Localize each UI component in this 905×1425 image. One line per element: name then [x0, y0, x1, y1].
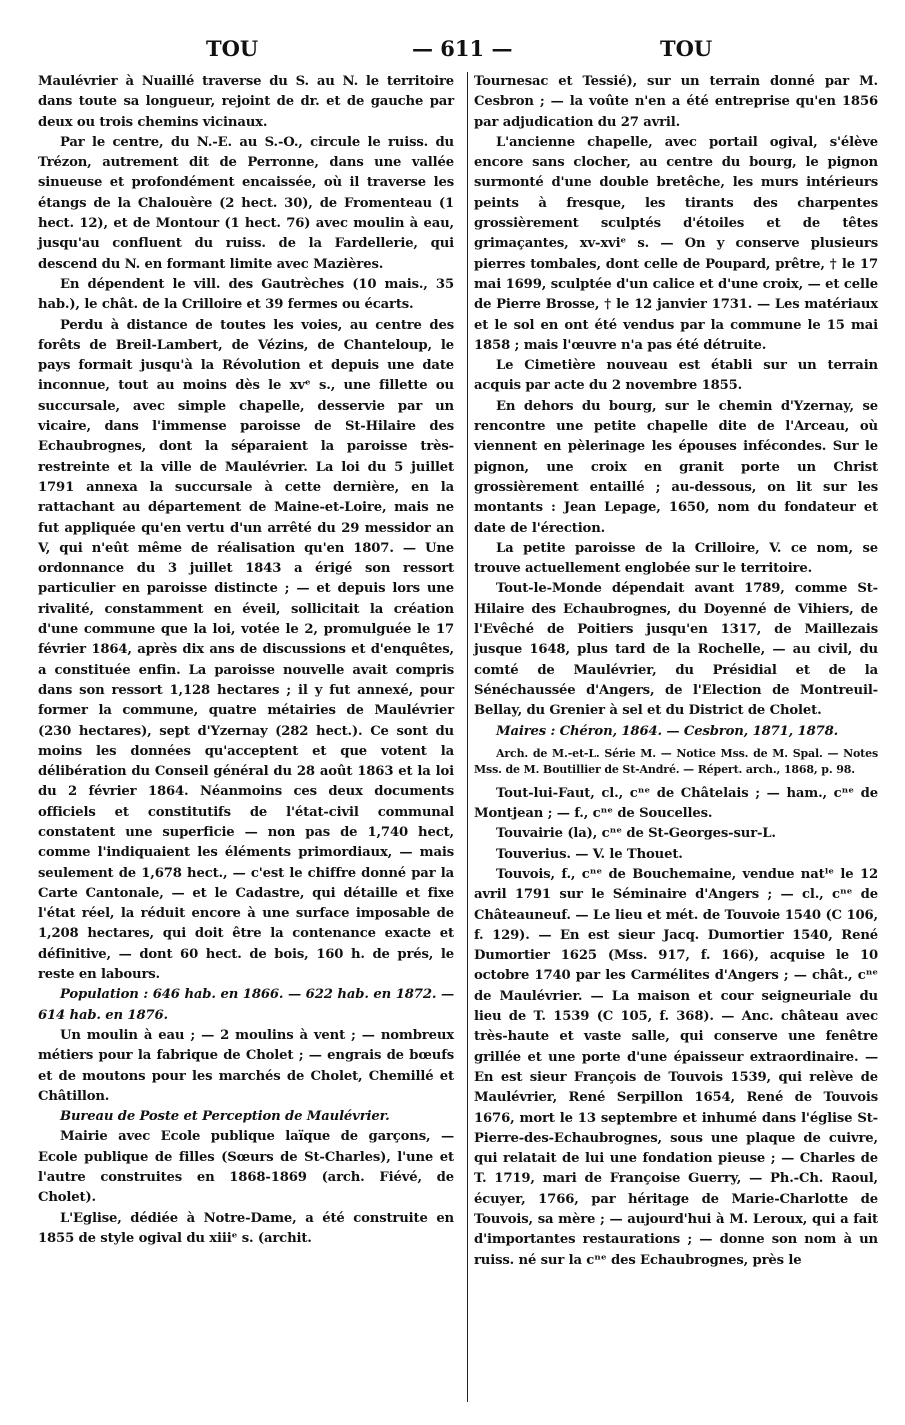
paragraph: L'ancienne chapelle, avec portail ogival, s'élève encore sans clocher, au centre du bourg, le pignon surmonté d'une double bretêche, les murs intérieurs peints à fresque, les tirants des charpentes grossièrement sculptés d'étoiles et de têtes grimaçantes, xv-xviᵉ s. — On y conserve plusieurs pierres tombales, dont celle de Poupard, prêtre, † le 17 mai 1699, sculptée d'un calice et d'une croix, — et celle de Pierre Brosse, † le 12 janvier 1731. — Les matériaux et le sol en ont été vendus par la commune le 15 mai 1858 ; mais l'œuvre n'a pas été détruite.: [474, 134, 878, 353]
paragraph: Maulévrier à Nuaillé traverse du S. au N. le territoire dans toute sa longueur, rejoint de dr. et de gauche par deux ou trois chemins vicinaux.: [38, 74, 454, 130]
entry: Tout-lui-Faut, cl., cⁿᵉ de Châtelais ; — ham., cⁿᵉ de Montjean ; — f., cⁿᵉ de Soucelles.: [474, 785, 878, 822]
running-head-left: TOU: [206, 36, 259, 61]
left-column: [38, 72, 454, 1249]
page-header: [0, 36, 905, 66]
entry: Touvairie (la), cⁿᵉ de St-Georges-sur-L.: [496, 826, 776, 842]
paragraph: Bureau de Poste et Perception de Maulévrier.: [60, 1109, 390, 1125]
column-divider: [467, 72, 468, 1402]
paragraph: Tout-le-Monde dépendait avant 1789, comme St-Hilaire des Echaubrognes, du Doyenné de Vihiers, de l'Evêché de Poitiers jusqu'en 1317, de Maillezais jusque 1648, plus tard de la Rochelle, — au civil, du comté de Maulévrier, du Présidial et de la Sénéchaussée d'Angers, de l'Election de Montreuil-Bellay, du Grenier à sel et du District de Cholet.: [474, 581, 878, 719]
paragraph: Par le centre, du N.-E. au S.-O., circule le ruiss. du Trézon, autrement dit de Perronne, dans une vallée sinueuse et profondément encaissée, où il traverse les étangs de la Chalouère (2 hect. 30), de Fromenteau (1 hect. 12), et de Montour (1 hect. 76) avec moulin à eau, jusqu'au confluent du ruiss. de la Fardellerie, qui descend du N. en formant limite avec Mazières.: [38, 134, 454, 272]
paragraph: Population : 646 hab. en 1866. — 622 hab. en 1872. — 614 hab. en 1876.: [38, 987, 454, 1023]
paragraph: Le Cimetière nouveau est établi sur un terrain acquis par acte du 2 novembre 1855.: [474, 358, 878, 394]
paragraph: Tournesac et Tessié), sur un terrain donné par M. Cesbron ; — la voûte n'en a été entreprise qu'en 1856 par adjudication du 27 avril.: [474, 74, 878, 130]
paragraph: L'Eglise, dédiée à Notre-Dame, a été construite en 1855 de style ogival du xiiiᵉ s. (archit.: [38, 1210, 454, 1246]
paragraph: Mairie avec Ecole publique laïque de garçons, — Ecole publique de filles (Sœurs de St-Charles), l'une et l'autre construites en 1868-1869 (arch. Fiévé, de Cholet).: [38, 1129, 454, 1206]
paragraph: En dehors du bourg, sur le chemin d'Yzernay, se rencontre une petite chapelle dite de l'Arceau, où viennent en pèlerinage les épouses infécondes. Sur le pignon, une croix en granit porte un Christ grossièrement entaillé ; au-dessous, on lit sur les montants : Jean Lepage, 1650, nom du fondateur et date de l'érection.: [474, 398, 878, 536]
paragraph: Maires : Chéron, 1864. — Cesbron, 1871, 1878.: [496, 723, 839, 739]
page-number: — 611 —: [412, 36, 513, 61]
paragraph: La petite paroisse de la Crilloire, V. ce nom, se trouve actuellement englobée sur le territoire.: [474, 540, 878, 577]
paragraph: En dépendent le vill. des Gautrèches (10 mais., 35 hab.), le chât. de la Crilloire et 39 fermes ou écarts.: [38, 276, 454, 313]
entry: Touvois, f., cⁿᵉ de Bouchemaine, vendue natˡᵉ le 12 avril 1791 sur le Séminaire d'Angers ; — cl., cⁿᵉ de Châteauneuf. — Le lieu et mét. de Touvoie 1540 (C 106, f. 129). — En est sieur Jacq. Dumortier 1540, René Dumortier 1625 (Mss. 917, f. 166), acquise le 10 octobre 1740 par les Carmélites d'Angers ; — chât., cⁿᵉ de Maulévrier. — La maison et cour seigneuriale du lieu de T. 1539 (C 105, f. 368). — Anc. château avec très-haute et vaste salle, qui conserve une fenêtre grillée et une porte d'une épaisseur extraordinaire. — En est sieur François de Touvois 1539, qui relève de Maulévrier, René Serpillon 1654, René de Touvois 1676, mort le 13 septembre et inhumé dans l'église St-Pierre-des-Echaubrognes, sous une plaque de cuivre, qui relatait de lui une fondation pieuse ; — Charles de T. 1719, mari de Françoise Guerry, — Ph.-Ch. Raoul, écuyer, 1766, par héritage de Marie-Charlotte de Touvois, sa mère ; — aujourd'hui à M. Leroux, qui a fait d'importantes restaurations ; — donne son nom à un ruiss. né sur la cⁿᵉ des Echaubrognes, près le: [474, 866, 878, 1268]
paragraph: Un moulin à eau ; — 2 moulins à vent ; — nombreux métiers pour la fabrique de Cholet ; — engrais de bœufs et de moutons pour les marchés de Cholet, Chemillé et Châtillon.: [38, 1027, 454, 1104]
right-column: [474, 72, 878, 1271]
entry: Touverius. — V. le Thouet.: [496, 846, 683, 862]
paragraph: Perdu à distance de toutes les voies, au centre des forêts de Breil-Lambert, de Vézins, de Chanteloup, le pays formait jusqu'à la Révolution et depuis une date inconnue, tout au moins dès le xvᵉ s., une fillette ou succursale, avec simple chapelle, desservie par un vicaire, dans l'immense paroisse de St-Hilaire des Echaubrognes, dont la séparaient la paroisse très-restreinte et la ville de Maulévrier. La loi du 5 juillet 1791 annexa la succursale à cette dernière, en la rattachant au département de Maine-et-Loire, mais ne fut appliquée qu'en vertu d'un arrêté du 29 messidor an V, qui n'eût même de réalisation qu'en 1807. — Une ordonnance du 3 juillet 1843 a érigé son ressort particulier en paroisse distincte ; — et depuis lors une rivalité, constamment en éveil, sollicitait la création d'une commune que la loi, votée le 2, promulguée le 17 février 1864, après dix ans de discussions et d'enquêtes, a constituée enfin. La paroisse nouvelle avait compris dans son ressort 1,128 hectares ; il y fut annexé, pour former la commune, quatre métairies de Maulévrier (230 hectares), sept d'Yzernay (282 hect.). Ce sont du moins les données qu'acceptent et que votent la délibération du Conseil général du 28 août 1863 et la loi du 2 février 1864. Néanmoins ces deux documents officiels et constitutifs de l'état-civil communal constatent une superficie — non pas de 1,740 hect, comme l'indiquaient les éléments primordiaux, — mais seulement de 1,678 hect., — c'est le chiffre donné par la Carte Cantonale, — et le Cadastre, qui détaille et fixe l'état réel, la réduit encore à une surface imposable de 1,208 hectares, qui doit être la contenance exacte et définitive, — dont 60 hect. de bois, 160 h. de prés, le reste en labours.: [38, 317, 454, 983]
source-note: Arch. de M.-et-L. Série M. — Notice Mss. de M. Spal. — Notes Mss. de M. Boutillier de St-André. — Répert. arch., 1868, p. 98.: [474, 746, 878, 776]
running-head-right: TOU: [660, 36, 713, 61]
